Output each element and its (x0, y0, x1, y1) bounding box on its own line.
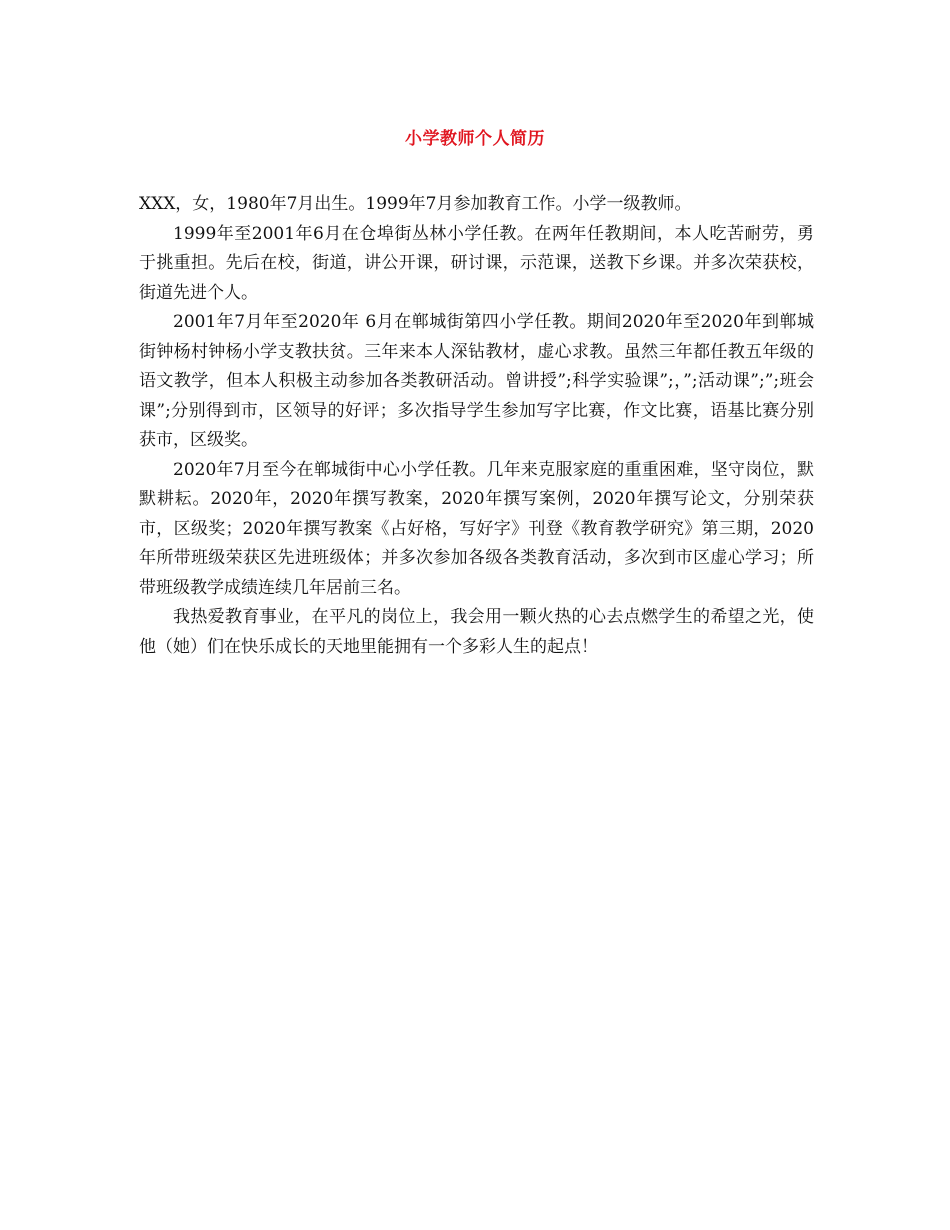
document-title: 小学教师个人简历 (405, 129, 545, 149)
paragraph-closing: 我热爱教育事业，在平凡的岗位上，我会用一颗火热的心去点燃学生的希望之光，使他（她）们在快乐成长的天地里能拥有一个多彩人生的起点！ (139, 607, 814, 657)
paragraph-2020-present: 2020年7月至今在郸城街中心小学任教。几年来克服家庭的重重困难，坚守岗位，默默耕耘。2020年，2020年撰写教案，2020年撰写案例，2020年撰写论文，分别荣获市，区级奖；2020年撰写教案《占好格，写好字》刊登《教育教学研究》第三期，2020年所带班级荣获区先进班级体；并多次参加各级各类教育活动，多次到市区虚心学习；所带班级教学成绩连续几年居前三名。 (139, 459, 814, 598)
paragraph-intro: XXX，女，1980年7月出生。1999年7月参加教育工作。小学一级教师。 (139, 194, 692, 214)
paragraph-2001-2020: 2001年7月年至2020年 6月在郸城街第四小学任教。期间2020年至2020年到郸城街钟杨村钟杨小学支教扶贫。三年来本人深钻教材，虚心求教。虽然三年都任教五年级的语文教学，但本人积极主动参加各类教研活动。曾讲授”;科学实验课”;，”;活动课”;”;班会课”;分别得到市，区领导的好评；多次指导学生参加写字比赛，作文比赛，语基比赛分别获市，区级奖。 (139, 312, 814, 450)
paragraph-1999-2001: 1999年至2001年6月在仓埠街丛林小学任教。在两年任教期间，本人吃苦耐劳，勇于挑重担。先后在校，街道，讲公开课，研讨课，示范课，送教下乡课。并多次荣获校，街道先进个人。 (139, 223, 814, 303)
document-body (139, 190, 814, 662)
